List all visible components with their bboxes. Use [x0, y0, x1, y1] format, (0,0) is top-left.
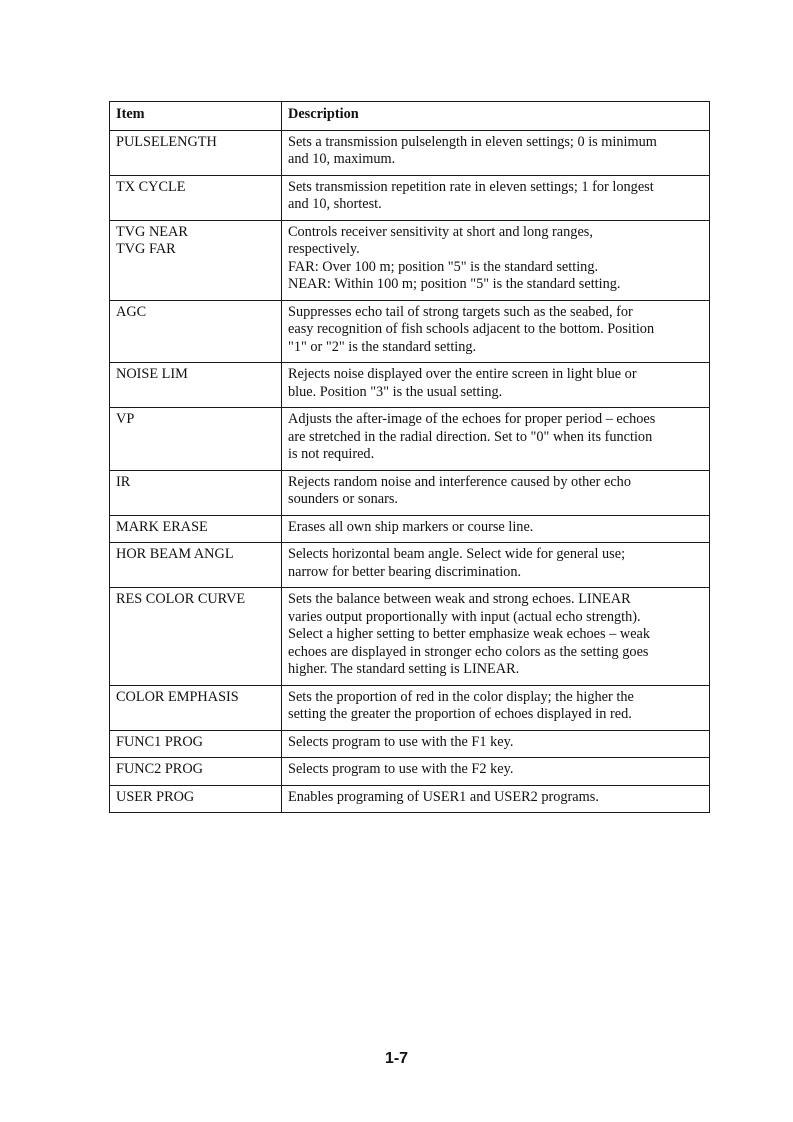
description-cell: Controls receiver sensitivity at short and long ranges, respectively. FAR: Over 100 m; position "5" is the standard setting. NEAR: Within 100 m; position "5" is the standard setting.: [282, 220, 710, 300]
description-column-header: Description: [282, 102, 710, 131]
table-row: [110, 730, 710, 758]
description-cell: Enables programing of USER1 and USER2 programs.: [282, 785, 710, 813]
item-column-header: Item: [110, 102, 282, 131]
table-row: [110, 470, 710, 515]
description-cell: Rejects noise displayed over the entire screen in light blue or blue. Position "3" is the usual setting.: [282, 363, 710, 408]
description-cell: Rejects random noise and interference caused by other echo sounders or sonars.: [282, 470, 710, 515]
item-cell: TX CYCLE: [110, 175, 282, 220]
item-cell: HOR BEAM ANGL: [110, 543, 282, 588]
table-row: [110, 785, 710, 813]
description-cell: Selects program to use with the F1 key.: [282, 730, 710, 758]
table-row: [110, 175, 710, 220]
item-cell: COLOR EMPHASIS: [110, 685, 282, 730]
item-cell: RES COLOR CURVE: [110, 588, 282, 686]
item-cell: AGC: [110, 300, 282, 363]
description-cell: Adjusts the after-image of the echoes for proper period – echoes are stretched in the radial direction. Set to "0" when its function is not required.: [282, 408, 710, 471]
item-cell: VP: [110, 408, 282, 471]
table-row: [110, 220, 710, 300]
table-row: [110, 758, 710, 786]
table-row: [110, 543, 710, 588]
item-cell: TVG NEAR TVG FAR: [110, 220, 282, 300]
table-row: [110, 130, 710, 175]
description-cell: Selects program to use with the F2 key.: [282, 758, 710, 786]
description-cell: Sets the proportion of red in the color display; the higher the setting the greater the proportion of echoes displayed in red.: [282, 685, 710, 730]
table-row: [110, 408, 710, 471]
table-row: [110, 300, 710, 363]
description-cell: Selects horizontal beam angle. Select wide for general use; narrow for better bearing discrimination.: [282, 543, 710, 588]
description-cell: Sets a transmission pulselength in eleven settings; 0 is minimum and 10, maximum.: [282, 130, 710, 175]
table-row: [110, 685, 710, 730]
item-cell: IR: [110, 470, 282, 515]
item-cell: FUNC1 PROG: [110, 730, 282, 758]
table-row: [110, 363, 710, 408]
table-row: [110, 588, 710, 686]
table-header-row: [110, 102, 710, 131]
item-cell: PULSELENGTH: [110, 130, 282, 175]
page-number: 1-7: [384, 1050, 409, 1067]
item-cell: USER PROG: [110, 785, 282, 813]
description-cell: Suppresses echo tail of strong targets such as the seabed, for easy recognition of fish schools adjacent to the bottom. Position "1" or "2" is the standard setting.: [282, 300, 710, 363]
item-cell: MARK ERASE: [110, 515, 282, 543]
table-row: [110, 515, 710, 543]
item-cell: FUNC2 PROG: [110, 758, 282, 786]
description-cell: Sets the balance between weak and strong echoes. LINEAR varies output proportionally with input (actual echo strength). Select a higher setting to better emphasize weak echoes – weak echoes are displayed in stronger echo colors as the setting goes higher. The standard setting is LINEAR.: [282, 588, 710, 686]
item-cell: NOISE LIM: [110, 363, 282, 408]
menu-items-table: [109, 101, 710, 813]
description-cell: Erases all own ship markers or course line.: [282, 515, 710, 543]
description-cell: Sets transmission repetition rate in eleven settings; 1 for longest and 10, shortest.: [282, 175, 710, 220]
